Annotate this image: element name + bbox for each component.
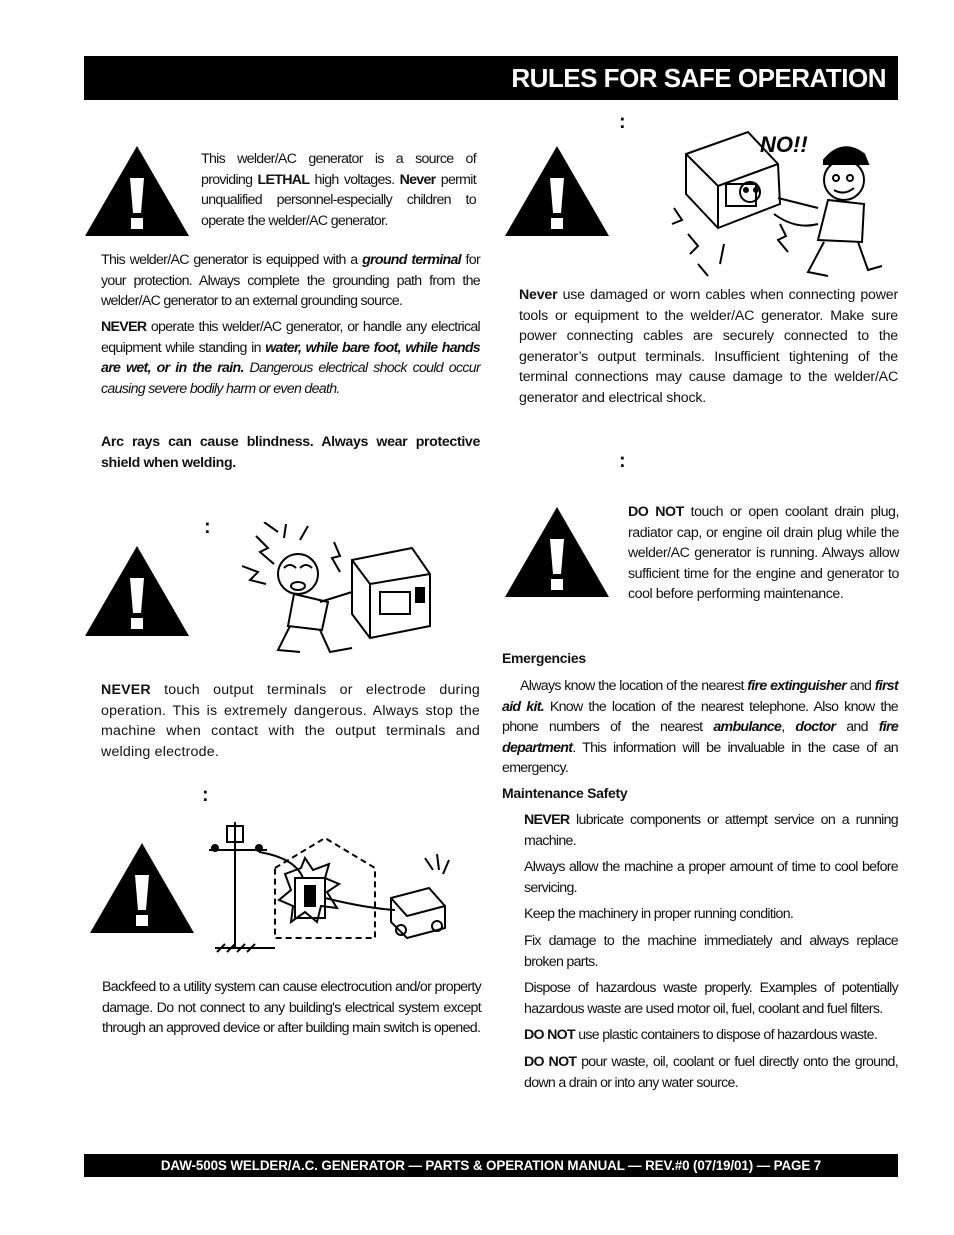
warning-triangle-icon (85, 546, 189, 636)
maintenance-item: DO NOT pour waste, oil, coolant or fuel directly onto the ground, down a drain or into any water source. (524, 1053, 898, 1091)
section-colon: : (619, 450, 626, 472)
no-exclamation-text: NO!! (760, 132, 808, 157)
lethal-voltage-text: This welder/AC generator is a source of providing LETHAL high voltages. Never permit unqualified personnel-especially children to operate the welder/AC generator. (201, 151, 476, 229)
maintenance-item: Keep the machinery in proper running condition. (524, 906, 794, 923)
ground-terminal-text: This welder/AC generator is equipped with a ground terminal for your protection. Always complete the grounding path from the welder/AC generator to an external grounding source. (101, 252, 480, 310)
arc-rays-warning: Arc rays can cause blindness. Always wear protective shield when welding. (101, 434, 480, 471)
emergencies-heading: Emergencies (502, 650, 586, 666)
maintenance-item: Fix damage to the machine immediately and always replace broken parts. (524, 932, 898, 970)
footer-text: DAW-500S WELDER/A.C. GENERATOR — PARTS & OPERATION MANUAL — REV.#0 (07/19/01) — PAGE 7 (160, 1158, 822, 1173)
maintenance-safety-heading: Maintenance Safety (502, 785, 628, 801)
never-water-text: NEVER operate this welder/AC generator, or handle any electrical equipment while standing in water, while bare foot, while hands are wet, or in the rain. Dangerous electrical shock could occur causing severe bodily harm or even death. (101, 319, 481, 397)
emergencies-text: Always know the location of the nearest fire extinguisher and first aid kit. Know the location of the nearest telephone. Also know the phone numbers of the nearest ambulance, doctor and fire department. This information will be invaluable in the case of an emergency. (502, 678, 899, 777)
maintenance-item: Always allow the machine a proper amount of time to cool before servicing. (524, 859, 898, 896)
section-colon: : (619, 111, 626, 133)
section-colon: : (204, 516, 211, 538)
backfeed-warning-text: Backfeed to a utility system can cause electrocution and/or property damage. Do not connect to any building's electrical system except through an approved device or after building main switch is opened. (102, 979, 481, 1037)
page-title: RULES FOR SAFE OPERATION (511, 63, 886, 93)
footer-bar (84, 1154, 898, 1177)
warning-triangle-icon (90, 843, 194, 933)
damaged-cables-text: Never use damaged or worn cables when connecting power tools or equipment to the welder/AC generator. Make sure power connecting cables are securely connected to the generator’s output terminals. Insufficient tightening of the terminal connections may cause damage to the welder/AC generator and electrical shock. (519, 287, 898, 406)
maintenance-item: NEVER lubricate components or attempt service on a running machine. (524, 812, 898, 849)
section-colon: : (202, 784, 209, 806)
shock-illustration (234, 522, 434, 662)
header-bar (84, 56, 898, 100)
backfeed-illustration (205, 818, 455, 958)
coolant-warning-text: DO NOT touch or open coolant drain plug, radiator cap, or engine oil drain plug while the welder/AC generator is running. Always allow sufficient time for the engine and generator to cool before performing maintenance. (628, 504, 899, 603)
maintenance-item: Dispose of hazardous waste properly. Examples of potentially hazardous waste are used motor oil, fuel, coolant and fuel filters. (524, 980, 898, 1017)
damaged-cable-illustration (668, 124, 884, 284)
warning-triangle-icon (85, 146, 189, 236)
maintenance-item: DO NOT use plastic containers to dispose of hazardous waste. (524, 1027, 878, 1044)
warning-triangle-icon (505, 146, 609, 236)
warning-triangle-icon (505, 507, 609, 597)
never-touch-text: NEVER touch output terminals or electrode during operation. This is extremely dangerous. Always stop the machine when contact with the output terminals and welding electrode. (101, 682, 480, 760)
maintenance-list (524, 810, 898, 1099)
